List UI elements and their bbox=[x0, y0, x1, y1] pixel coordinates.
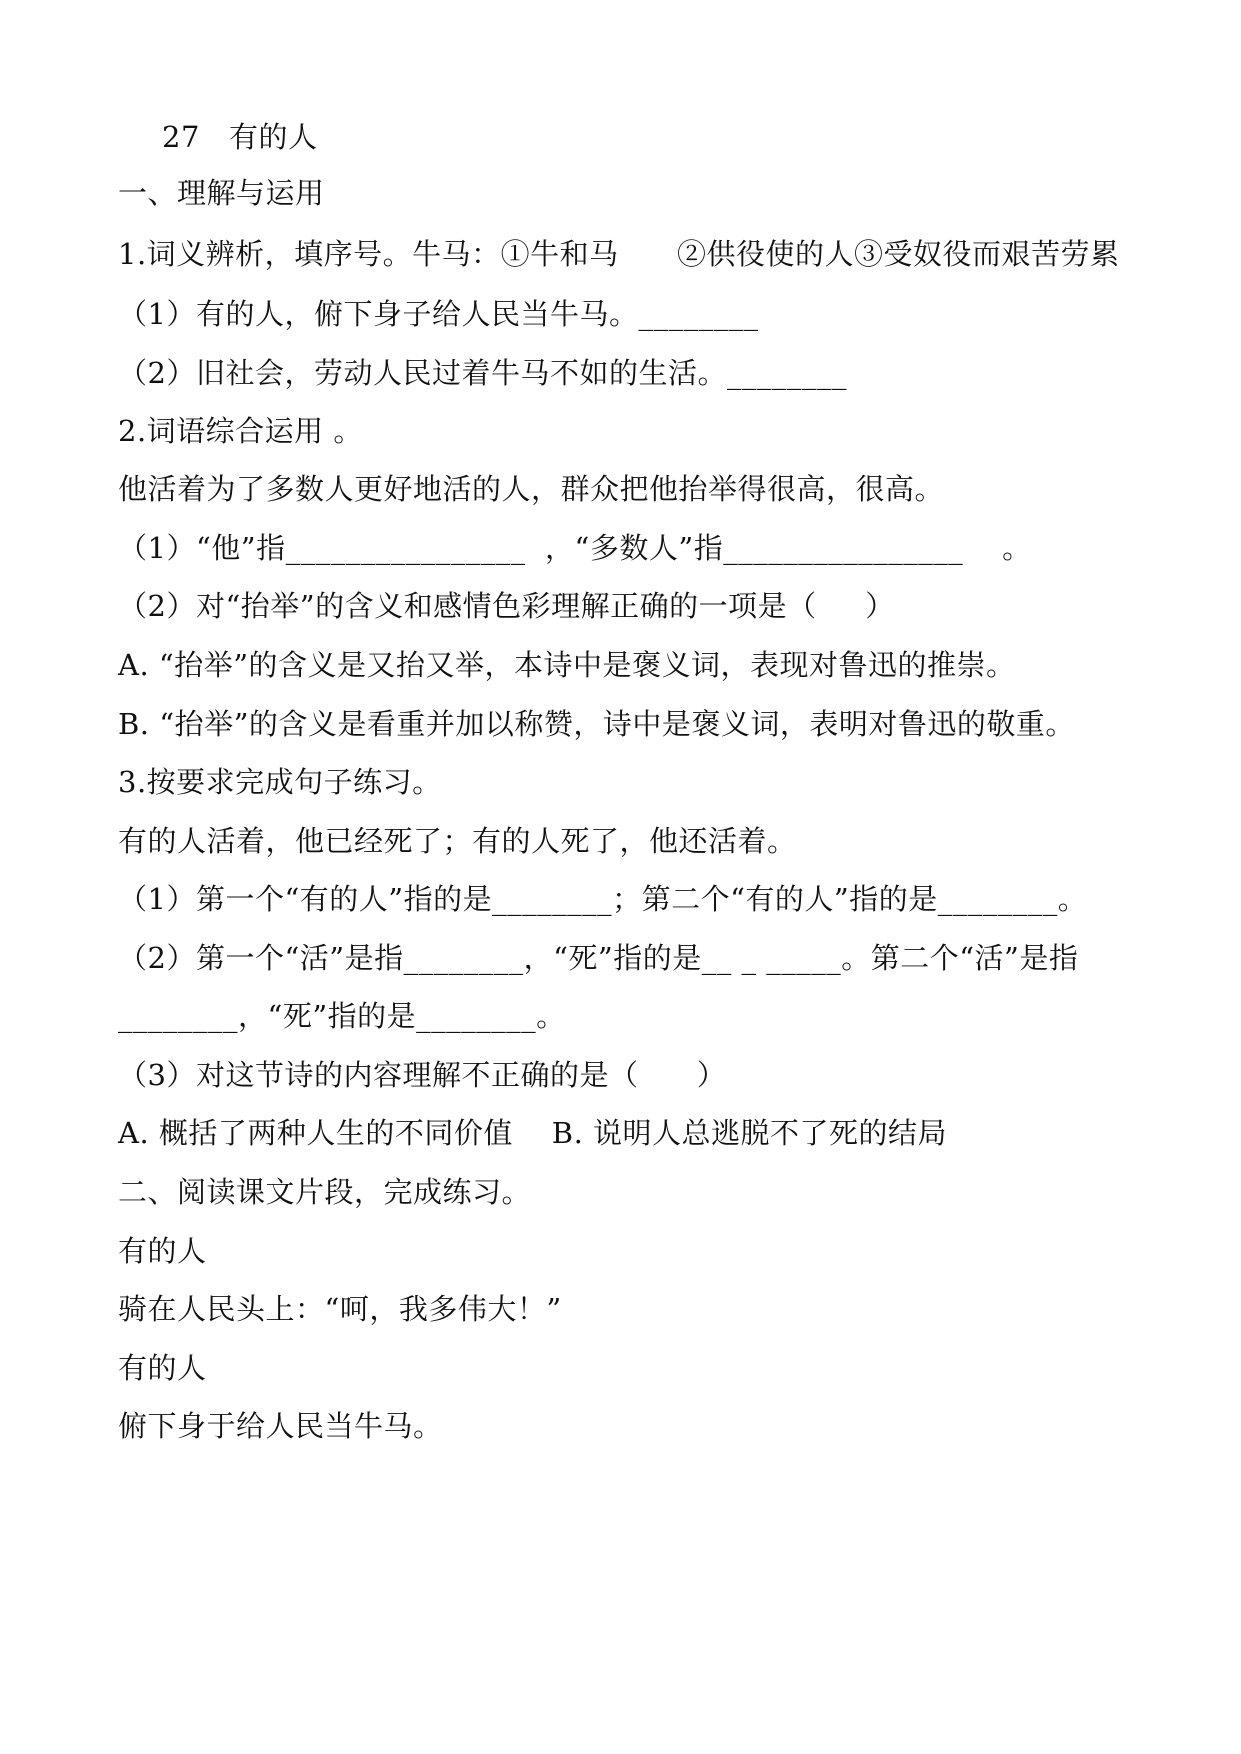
poem-line-2: 骑在人民头上：“呵，我多伟大！” bbox=[118, 1292, 562, 1326]
question-1-item-2: （2）旧社会，劳动人民过着牛马不如的生活。________ bbox=[118, 356, 847, 390]
question-2-option-b: B. “抬举”的含义是看重并加以称赞，诗中是褒义词，表明对鲁迅的敬重。 bbox=[118, 707, 1075, 741]
question-3-item-2-part-1: （2）第一个“活”是指________，“死”指的是__ _ _____。第二个“活”是指 bbox=[118, 941, 1079, 975]
section-one-heading: 一、理解与运用 bbox=[118, 176, 325, 210]
question-3-passage: 有的人活着，他已经死了；有的人死了，他还活着。 bbox=[118, 824, 797, 858]
question-3-options: A. 概括了两种人生的不同价值 B. 说明人总逃脱不了死的结局 bbox=[118, 1116, 948, 1150]
question-2-option-a: A. “抬举”的含义是又抬又举，本诗中是褒义词，表现对鲁迅的推崇。 bbox=[118, 648, 1016, 682]
section-two-heading: 二、阅读课文片段，完成练习。 bbox=[118, 1175, 532, 1209]
question-3-item-1: （1）第一个“有的人”指的是________；第二个“有的人”指的是________。 bbox=[118, 882, 1088, 916]
question-2-item-1: （1）“他”指________________ ，“多数人”指________________ 。 bbox=[118, 531, 1032, 565]
poem-line-3: 有的人 bbox=[118, 1351, 207, 1385]
page-title: 27 有的人 bbox=[162, 120, 318, 154]
poem-line-1: 有的人 bbox=[118, 1234, 207, 1268]
question-1-item-1: （1）有的人，俯下身子给人民当牛马。________ bbox=[118, 297, 759, 331]
question-2-stem: 2.词语综合运用 。 bbox=[118, 414, 363, 448]
question-3-item-3: （3）对这节诗的内容理解不正确的是（ ） bbox=[118, 1058, 727, 1092]
question-3-stem: 3.按要求完成句子练习。 bbox=[118, 765, 442, 799]
question-2-passage: 他活着为了多数人更好地活的人，群众把他抬举得很高，很高。 bbox=[118, 472, 945, 506]
question-3-item-2-part-2: ________，“死”指的是________。 bbox=[118, 999, 566, 1033]
poem-line-4: 俯下身于给人民当牛马。 bbox=[118, 1409, 443, 1443]
question-2-item-2: （2）对“抬举”的含义和感情色彩理解正确的一项是（ ） bbox=[118, 589, 895, 623]
question-1-stem: 1.词义辨析，填序号。牛马：①牛和马 ②供役使的人③受奴役而艰苦劳累 bbox=[118, 237, 1120, 271]
